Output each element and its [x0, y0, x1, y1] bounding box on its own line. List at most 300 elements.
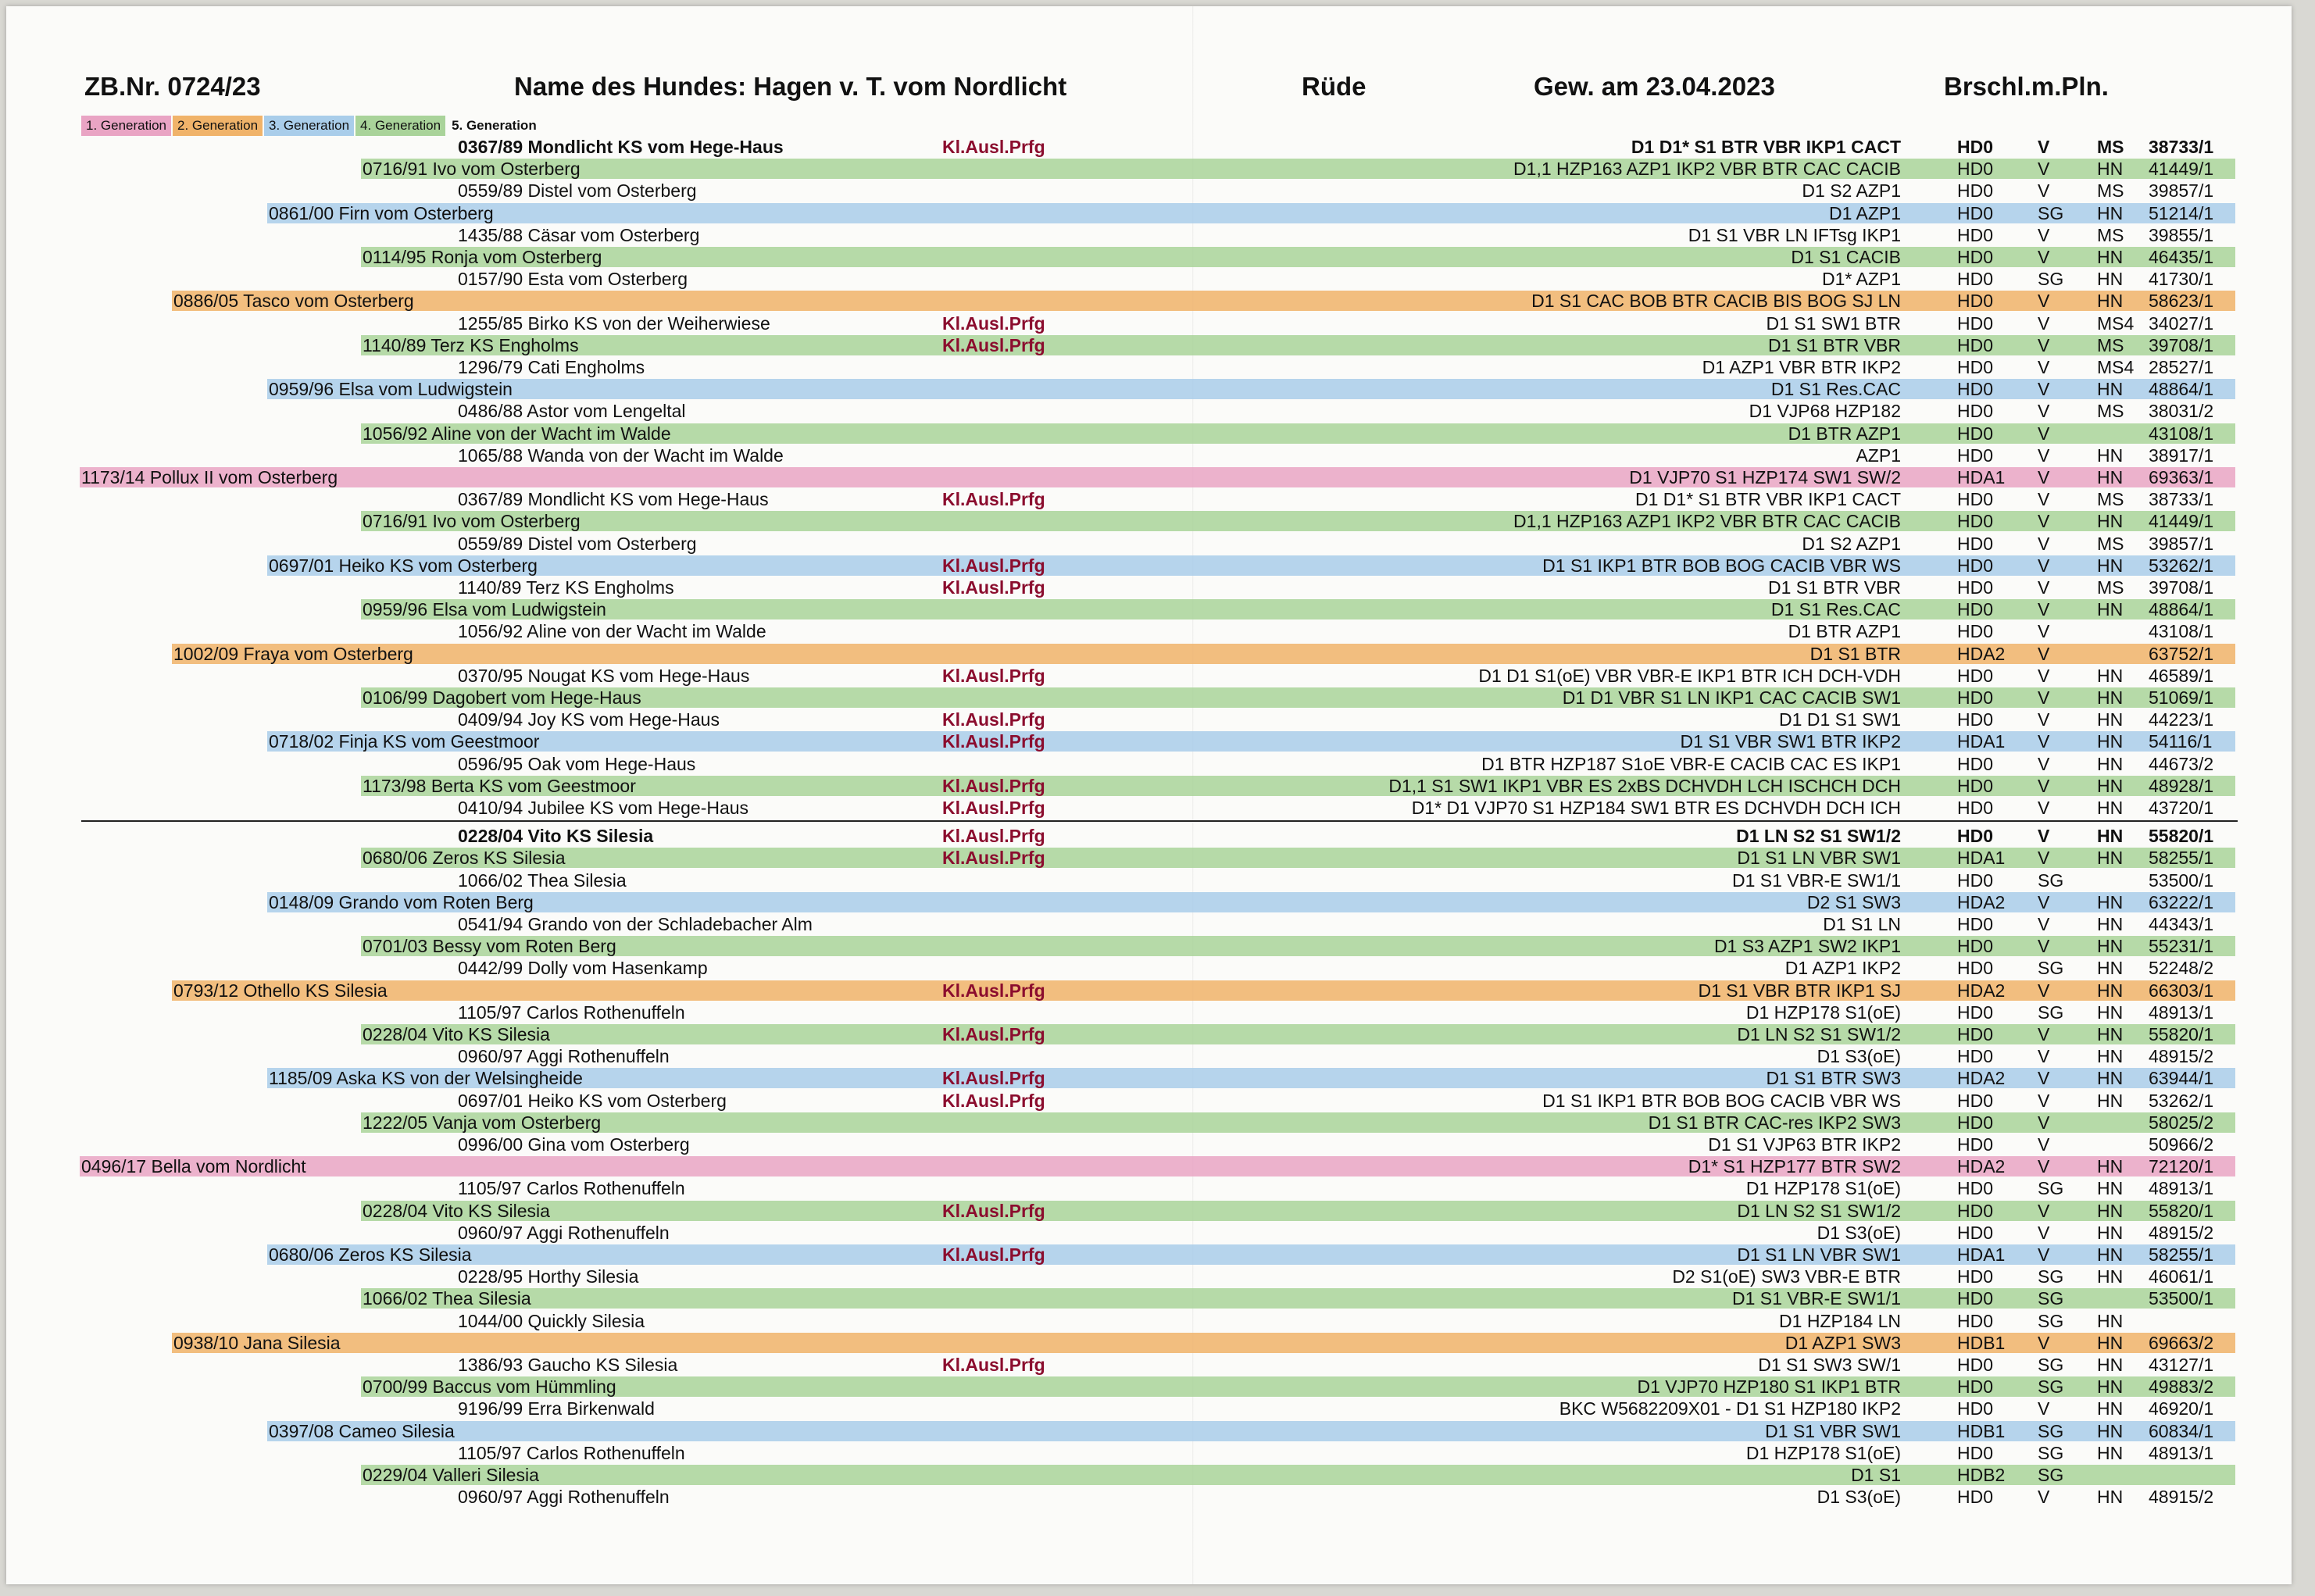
- table-row: [6, 400, 2292, 422]
- dog-name-cell: 1065/88 Wanda von der Wacht im Walde: [458, 445, 784, 466]
- table-row: [6, 136, 2292, 158]
- dog-name: Name des Hundes: Hagen v. T. vom Nordlicht: [514, 72, 1067, 101]
- hn-cell: HN: [2097, 1156, 2124, 1177]
- table-row: [6, 533, 2292, 555]
- dog-name-cell: 1056/92 Aline von der Wacht im Walde: [458, 621, 766, 642]
- dog-name-cell: 0397/08 Cameo Silesia: [269, 1420, 455, 1441]
- number-cell: 58255/1: [2149, 1244, 2214, 1265]
- dog-name-cell: 1185/09 Aska KS von der Welsingheide: [269, 1068, 583, 1089]
- hd-cell: HD0: [1957, 291, 1994, 312]
- form-cell: V: [2038, 334, 2050, 355]
- dog-name-cell: 0700/99 Baccus vom Hümmling: [363, 1376, 616, 1398]
- dog-name-cell: 0861/00 Firn vom Osterberg: [269, 202, 494, 223]
- dog-name-cell: 1296/79 Cati Engholms: [458, 357, 645, 377]
- dog-name-cell: 0960/97 Aggi Rothenuffeln: [458, 1487, 670, 1508]
- titles-cell: D1 S1 VBR-E SW1/1: [1731, 1288, 1901, 1309]
- table-row: [6, 1112, 2292, 1134]
- form-cell: V: [2038, 753, 2050, 774]
- table-row: [6, 665, 2292, 687]
- table-row: [6, 577, 2292, 598]
- number-cell: 48915/2: [2149, 1222, 2214, 1243]
- dog-name-cell: 0701/03 Bessy vom Roten Berg: [363, 936, 616, 957]
- number-cell: 58255/1: [2149, 848, 2214, 869]
- number-cell: 46920/1: [2149, 1398, 2214, 1419]
- table-row: [6, 980, 2292, 1002]
- dog-name-cell: 0114/95 Ronja vom Osterberg: [363, 247, 602, 267]
- legend-gen-4: 4. Generation: [355, 116, 445, 136]
- number-cell: 55231/1: [2149, 936, 2214, 957]
- dog-name-cell: 0228/04 Vito KS Silesia: [458, 826, 654, 847]
- table-row: [6, 913, 2292, 935]
- number-cell: 55820/1: [2149, 1200, 2214, 1221]
- titles-cell: D1 S1 IKP1 BTR BOB BOG CACIB VBR WS: [1542, 1090, 1901, 1111]
- generation-band: [267, 379, 2235, 399]
- generation-band: [172, 1333, 2235, 1353]
- hn-cell: HN: [2097, 269, 2124, 290]
- form-cell: SG: [2038, 1465, 2064, 1485]
- number-cell: 48864/1: [2149, 379, 2214, 400]
- titles-cell: D1 S1 LN: [1823, 914, 1901, 934]
- dog-name-cell: 0959/96 Elsa vom Ludwigstein: [269, 379, 513, 400]
- hd-cell: HD0: [1957, 401, 1994, 422]
- hd-cell: HD0: [1957, 1398, 1994, 1419]
- generation-band: [267, 731, 2235, 752]
- hd-cell: HD0: [1957, 445, 1994, 466]
- table-row: [6, 1420, 2292, 1442]
- hd-cell: HD0: [1957, 1266, 1994, 1287]
- hd-cell: HDA1: [1957, 848, 2006, 869]
- titles-cell: D1 S2 AZP1: [1802, 533, 1901, 554]
- form-cell: SG: [2038, 1420, 2064, 1441]
- generation-band: [361, 1376, 2235, 1397]
- hd-cell: HD0: [1957, 709, 1994, 730]
- titles-cell: D1 S1: [1851, 1465, 1901, 1485]
- hn-cell: HN: [2097, 202, 2124, 223]
- form-cell: SG: [2038, 1310, 2064, 1331]
- hd-cell: HD0: [1957, 202, 1994, 223]
- generation-band: [361, 247, 2235, 267]
- number-cell: 44673/2: [2149, 753, 2214, 774]
- hn-cell: HN: [2097, 775, 2124, 796]
- dog-name-cell: 0157/90 Esta vom Osterberg: [458, 269, 688, 290]
- dog-name-cell: 1044/00 Quickly Silesia: [458, 1310, 645, 1331]
- number-cell: 51069/1: [2149, 687, 2214, 708]
- number-cell: 41449/1: [2149, 159, 2214, 180]
- exam-cell: Kl.Ausl.Prfg: [942, 826, 1045, 847]
- dog-name-cell: 1140/89 Terz KS Engholms: [363, 334, 579, 355]
- table-row: [6, 1266, 2292, 1287]
- generation-band: [267, 203, 2235, 223]
- table-row: [6, 891, 2292, 913]
- titles-cell: D1 D1* S1 BTR VBR IKP1 CACT: [1635, 489, 1901, 510]
- number-cell: 44223/1: [2149, 709, 2214, 730]
- number-cell: 44343/1: [2149, 914, 2214, 934]
- dog-name-cell: 0228/04 Vito KS Silesia: [363, 1024, 550, 1044]
- hn-cell: HN: [2097, 1266, 2124, 1287]
- exam-cell: Kl.Ausl.Prfg: [942, 848, 1045, 869]
- table-row: [6, 290, 2292, 312]
- titles-cell: D1 S1 VBR SW1: [1765, 1420, 1901, 1441]
- form-cell: SG: [2038, 1288, 2064, 1309]
- hd-cell: HD0: [1957, 958, 1994, 979]
- hd-cell: HDA2: [1957, 980, 2006, 1001]
- titles-cell: D1 VJP70 HZP180 S1 IKP1 BTR: [1637, 1376, 1901, 1398]
- hn-cell: HN: [2097, 379, 2124, 400]
- hn-cell: HN: [2097, 247, 2124, 267]
- titles-cell: D1 LN S2 S1 SW1/2: [1736, 826, 1901, 847]
- generation-band: [267, 892, 2235, 912]
- titles-cell: D1 HZP178 S1(oE): [1745, 1442, 1901, 1463]
- hd-cell: HD0: [1957, 511, 1994, 532]
- dog-name-cell: 1222/05 Vanja vom Osterberg: [363, 1112, 602, 1133]
- form-cell: SG: [2038, 1002, 2064, 1023]
- hn-cell: HN: [2097, 291, 2124, 312]
- titles-cell: D1 S1 Res.CAC: [1770, 599, 1901, 620]
- hd-cell: HD0: [1957, 1222, 1994, 1243]
- dog-name-cell: 0938/10 Jana Silesia: [173, 1332, 341, 1353]
- number-cell: 66303/1: [2149, 980, 2214, 1001]
- hn-cell: MS: [2097, 533, 2124, 554]
- titles-cell: D2 S1(oE) SW3 VBR-E BTR: [1672, 1266, 1901, 1287]
- hn-cell: HN: [2097, 555, 2124, 576]
- hd-cell: HD0: [1957, 1288, 1994, 1309]
- form-cell: V: [2038, 1112, 2050, 1133]
- table-row: [6, 598, 2292, 620]
- hn-cell: MS: [2097, 577, 2124, 598]
- form-cell: V: [2038, 1222, 2050, 1243]
- form-cell: V: [2038, 914, 2050, 934]
- titles-cell: D1 S1 BTR: [1809, 643, 1901, 664]
- hd-cell: HD0: [1957, 137, 1994, 157]
- titles-cell: D1 AZP1 SW3: [1784, 1332, 1901, 1353]
- generation-band: [267, 1421, 2235, 1441]
- titles-cell: D1 S1 VBR-E SW1/1: [1731, 869, 1901, 891]
- form-cell: V: [2038, 291, 2050, 312]
- hd-cell: HD0: [1957, 1310, 1994, 1331]
- generation-band: [361, 936, 2235, 956]
- dog-name-cell: 0228/04 Vito KS Silesia: [363, 1200, 550, 1221]
- number-cell: 39857/1: [2149, 180, 2214, 202]
- table-row: [6, 1177, 2292, 1199]
- number-cell: 63222/1: [2149, 891, 2214, 912]
- form-cell: SG: [2038, 869, 2064, 891]
- form-cell: V: [2038, 798, 2050, 818]
- hd-cell: HDA2: [1957, 1068, 2006, 1089]
- pedigree-sheet: [6, 6, 2292, 1584]
- dog-name-cell: 0410/94 Jubilee KS vom Hege-Haus: [458, 798, 749, 818]
- number-cell: 55820/1: [2149, 826, 2214, 847]
- generation-band: [361, 776, 2235, 796]
- dog-name-cell: 0680/06 Zeros KS Silesia: [269, 1244, 472, 1265]
- hd-cell: HD0: [1957, 1002, 1994, 1023]
- table-row: [6, 1155, 2292, 1177]
- form-cell: V: [2038, 826, 2050, 847]
- form-cell: SG: [2038, 1442, 2064, 1463]
- hn-cell: HN: [2097, 958, 2124, 979]
- dog-name-cell: 0496/17 Bella vom Nordlicht: [81, 1156, 306, 1177]
- titles-cell: D1 S1 SW1 BTR: [1766, 312, 1901, 334]
- hn-cell: HN: [2097, 1332, 2124, 1353]
- table-row: [6, 730, 2292, 752]
- number-cell: 43720/1: [2149, 798, 2214, 818]
- titles-cell: D1 VJP68 HZP182: [1749, 401, 1901, 422]
- form-cell: V: [2038, 533, 2050, 554]
- hn-cell: MS: [2097, 180, 2124, 202]
- hn-cell: HN: [2097, 1355, 2124, 1375]
- form-cell: V: [2038, 643, 2050, 664]
- legend-gen-5: 5. Generation: [452, 118, 537, 133]
- number-cell: 48864/1: [2149, 599, 2214, 620]
- form-cell: V: [2038, 1068, 2050, 1089]
- generation-band: [361, 687, 2235, 708]
- hd-cell: HD0: [1957, 577, 1994, 598]
- form-cell: V: [2038, 247, 2050, 267]
- number-cell: 53500/1: [2149, 869, 2214, 891]
- dog-name-cell: 0229/04 Valleri Silesia: [363, 1465, 539, 1485]
- titles-cell: D1 BTR AZP1: [1788, 621, 1901, 642]
- legend-gen-1: 1. Generation: [81, 116, 171, 136]
- titles-cell: D1 S1 LN VBR SW1: [1737, 848, 1901, 869]
- hd-cell: HD0: [1957, 753, 1994, 774]
- hn-cell: HN: [2097, 1068, 2124, 1089]
- hn-cell: HN: [2097, 599, 2124, 620]
- exam-cell: Kl.Ausl.Prfg: [942, 334, 1045, 355]
- table-row: [6, 775, 2292, 797]
- number-cell: 39857/1: [2149, 533, 2214, 554]
- dog-name-cell: 0541/94 Grando von der Schladebacher Alm: [458, 914, 813, 934]
- table-row: [6, 1200, 2292, 1222]
- hn-cell: HN: [2097, 731, 2124, 752]
- table-row: [6, 753, 2292, 775]
- hn-cell: HN: [2097, 1002, 2124, 1023]
- titles-cell: D2 S1 SW3: [1806, 891, 1901, 912]
- hd-cell: HD0: [1957, 489, 1994, 510]
- hn-cell: HN: [2097, 159, 2124, 180]
- titles-cell: D1* D1 VJP70 S1 HZP184 SW1 BTR ES DCHVDH DCH ICH: [1411, 798, 1901, 818]
- table-row: [6, 356, 2292, 378]
- titles-cell: D1 HZP184 LN: [1779, 1310, 1901, 1331]
- table-row: [6, 620, 2292, 642]
- table-row: [6, 1332, 2292, 1354]
- number-cell: 38733/1: [2149, 137, 2214, 157]
- table-row: [6, 1486, 2292, 1508]
- form-cell: SG: [2038, 958, 2064, 979]
- hd-cell: HDB2: [1957, 1465, 2006, 1485]
- titles-cell: D1 S1 BTR SW3: [1766, 1068, 1901, 1089]
- form-cell: V: [2038, 467, 2050, 487]
- hd-cell: HD0: [1957, 379, 1994, 400]
- dog-name-cell: 1255/85 Birko KS von der Weiherwiese: [458, 312, 770, 334]
- generation-band: [172, 644, 2235, 664]
- number-cell: 48915/2: [2149, 1046, 2214, 1067]
- table-row: [6, 488, 2292, 510]
- hn-cell: MS: [2097, 489, 2124, 510]
- form-cell: V: [2038, 159, 2050, 180]
- titles-cell: D1,1 HZP163 AZP1 IKP2 VBR BTR CAC CACIB: [1513, 159, 1901, 180]
- number-cell: 48913/1: [2149, 1178, 2214, 1199]
- form-cell: V: [2038, 577, 2050, 598]
- titles-cell: D1 S1 BTR CAC-res IKP2 SW3: [1648, 1112, 1901, 1133]
- hd-cell: HD0: [1957, 936, 1994, 957]
- number-cell: 48928/1: [2149, 775, 2214, 796]
- form-cell: V: [2038, 1134, 2050, 1155]
- dog-name-cell: 0680/06 Zeros KS Silesia: [363, 848, 566, 869]
- form-cell: V: [2038, 1200, 2050, 1221]
- hd-cell: HD0: [1957, 224, 1994, 245]
- exam-cell: Kl.Ausl.Prfg: [942, 577, 1045, 598]
- hd-cell: HD0: [1957, 1376, 1994, 1398]
- form-cell: V: [2038, 687, 2050, 708]
- titles-cell: D1* S1 HZP177 BTR SW2: [1688, 1156, 1901, 1177]
- number-cell: 49883/2: [2149, 1376, 2214, 1398]
- dog-name-cell: 0409/94 Joy KS vom Hege-Haus: [458, 709, 720, 730]
- dog-name-cell: 0596/95 Oak vom Hege-Haus: [458, 753, 696, 774]
- form-cell: V: [2038, 709, 2050, 730]
- table-row: [6, 797, 2292, 819]
- table-row: [6, 1067, 2292, 1089]
- number-cell: 39708/1: [2149, 577, 2214, 598]
- legend-gen-2: 2. Generation: [173, 116, 263, 136]
- generation-band: [172, 980, 2235, 1001]
- form-cell: SG: [2038, 1355, 2064, 1375]
- hd-cell: HD0: [1957, 1178, 1994, 1199]
- table-row: [6, 687, 2292, 709]
- header: [6, 72, 2292, 106]
- hd-cell: HD0: [1957, 687, 1994, 708]
- number-cell: 53500/1: [2149, 1288, 2214, 1309]
- hn-cell: HN: [2097, 848, 2124, 869]
- dog-name-cell: 1002/09 Fraya vom Osterberg: [173, 643, 413, 664]
- table-row: [6, 510, 2292, 532]
- form-cell: V: [2038, 180, 2050, 202]
- hn-cell: HN: [2097, 709, 2124, 730]
- hn-cell: MS4: [2097, 357, 2135, 377]
- number-cell: 69663/2: [2149, 1332, 2214, 1353]
- hd-cell: HD0: [1957, 334, 1994, 355]
- hd-cell: HDA1: [1957, 467, 2006, 487]
- dog-name-cell: 1435/88 Cäsar vom Osterberg: [458, 224, 700, 245]
- form-cell: V: [2038, 775, 2050, 796]
- number-cell: 63752/1: [2149, 643, 2214, 664]
- titles-cell: D1 S1 IKP1 BTR BOB BOG CACIB VBR WS: [1542, 555, 1901, 576]
- form-cell: V: [2038, 489, 2050, 510]
- generation-band: [361, 159, 2235, 179]
- hd-cell: HD0: [1957, 180, 1994, 202]
- number-cell: 48913/1: [2149, 1442, 2214, 1463]
- hd-cell: HDB1: [1957, 1420, 2006, 1441]
- form-cell: V: [2038, 980, 2050, 1001]
- exam-cell: Kl.Ausl.Prfg: [942, 1244, 1045, 1265]
- hd-cell: HD0: [1957, 1046, 1994, 1067]
- number-cell: 53262/1: [2149, 555, 2214, 576]
- hd-cell: HD0: [1957, 1024, 1994, 1044]
- hn-cell: HN: [2097, 936, 2124, 957]
- number-cell: 46061/1: [2149, 1266, 2214, 1287]
- dog-name-cell: 0228/95 Horthy Silesia: [458, 1266, 639, 1287]
- dog-name-cell: 0148/09 Grando vom Roten Berg: [269, 891, 534, 912]
- table-row: [6, 1244, 2292, 1266]
- table-row: [6, 180, 2292, 202]
- form-cell: V: [2038, 1046, 2050, 1067]
- table-row: [6, 847, 2292, 869]
- hd-cell: HD0: [1957, 247, 1994, 267]
- dog-name-cell: 0959/96 Elsa vom Ludwigstein: [363, 599, 606, 620]
- number-cell: 69363/1: [2149, 467, 2214, 487]
- dog-name-cell: 0793/12 Othello KS Silesia: [173, 980, 388, 1001]
- sex: Rüde: [1302, 72, 1366, 101]
- number-cell: 48915/2: [2149, 1487, 2214, 1508]
- titles-cell: D1 S3(oE): [1817, 1222, 1901, 1243]
- exam-cell: Kl.Ausl.Prfg: [942, 1090, 1045, 1111]
- form-cell: V: [2038, 1332, 2050, 1353]
- exam-cell: Kl.Ausl.Prfg: [942, 1200, 1045, 1221]
- exam-cell: Kl.Ausl.Prfg: [942, 489, 1045, 510]
- titles-cell: D1 BTR AZP1: [1788, 423, 1901, 444]
- dog-name-cell: 1105/97 Carlos Rothenuffeln: [458, 1442, 685, 1463]
- hn-cell: HN: [2097, 980, 2124, 1001]
- generation-band: [80, 467, 2235, 487]
- titles-cell: D1 S1 BTR VBR: [1768, 334, 1901, 355]
- hd-cell: HD0: [1957, 1090, 1994, 1111]
- hn-cell: HN: [2097, 1420, 2124, 1441]
- titles-cell: D1 VJP70 S1 HZP174 SW1 SW/2: [1629, 467, 1901, 487]
- dog-name-cell: 1105/97 Carlos Rothenuffeln: [458, 1178, 685, 1199]
- titles-cell: D1* AZP1: [1822, 269, 1901, 290]
- dog-name-cell: 1173/14 Pollux II vom Osterberg: [81, 467, 338, 487]
- form-cell: V: [2038, 731, 2050, 752]
- exam-cell: Kl.Ausl.Prfg: [942, 665, 1045, 686]
- dog-name-cell: 0716/91 Ivo vom Osterberg: [363, 159, 581, 180]
- dog-name-cell: 1386/93 Gaucho KS Silesia: [458, 1355, 678, 1375]
- form-cell: V: [2038, 848, 2050, 869]
- generation-band: [361, 511, 2235, 531]
- hd-cell: HD0: [1957, 665, 1994, 686]
- hd-cell: HD0: [1957, 159, 1994, 180]
- form-cell: V: [2038, 511, 2050, 532]
- hn-cell: HN: [2097, 1487, 2124, 1508]
- number-cell: 54116/1: [2149, 731, 2213, 752]
- exam-cell: Kl.Ausl.Prfg: [942, 137, 1045, 157]
- generation-band: [361, 848, 2235, 868]
- generation-band: [80, 1156, 2235, 1176]
- table-row: [6, 334, 2292, 356]
- table-row: [6, 158, 2292, 180]
- generation-band: [361, 1112, 2235, 1133]
- generation-band: [361, 1465, 2235, 1485]
- number-cell: 43108/1: [2149, 423, 2214, 444]
- legend-gen-3: 3. Generation: [264, 116, 354, 136]
- table-row: [6, 935, 2292, 957]
- titles-cell: D1 D1 VBR S1 LN IKP1 CAC CACIB SW1: [1562, 687, 1901, 708]
- titles-cell: D1 S1 BTR VBR: [1768, 577, 1901, 598]
- exam-cell: Kl.Ausl.Prfg: [942, 980, 1045, 1001]
- generation-band: [267, 1244, 2235, 1265]
- form-cell: SG: [2038, 202, 2064, 223]
- hd-cell: HD0: [1957, 869, 1994, 891]
- hd-cell: HD0: [1957, 357, 1994, 377]
- table-row: [6, 466, 2292, 488]
- titles-cell: D1 S1 Res.CAC: [1770, 379, 1901, 400]
- table-row: [6, 445, 2292, 466]
- table-row: [6, 423, 2292, 445]
- dog-name-cell: 0716/91 Ivo vom Osterberg: [363, 511, 581, 532]
- hd-cell: HDA2: [1957, 643, 2006, 664]
- number-cell: 39708/1: [2149, 334, 2214, 355]
- hd-cell: HD0: [1957, 555, 1994, 576]
- titles-cell: AZP1: [1856, 445, 1901, 466]
- number-cell: 58025/2: [2149, 1112, 2214, 1133]
- form-cell: V: [2038, 1244, 2050, 1265]
